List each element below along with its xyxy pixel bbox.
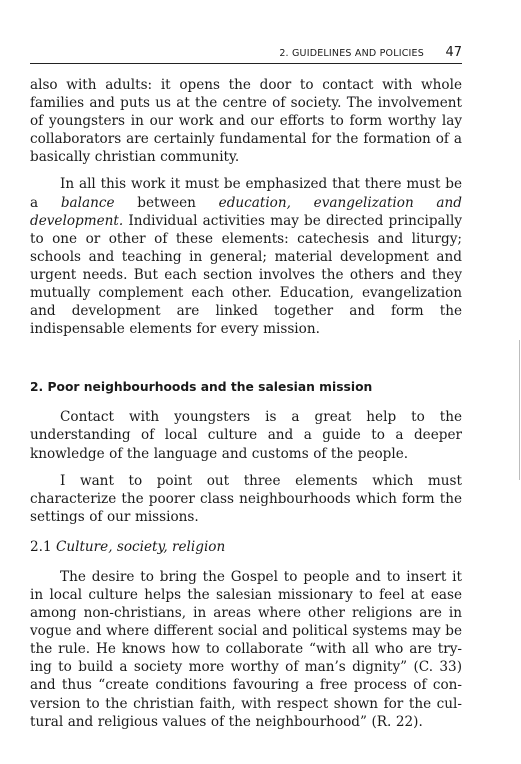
text-run: In all this work it must be emphasized that there must be a: [30, 176, 462, 211]
paragraph-5: [30, 568, 462, 731]
paragraph-1: [30, 76, 462, 166]
margin-rule: [519, 340, 520, 480]
running-header: [30, 45, 462, 64]
paragraph-4: [30, 472, 462, 526]
text-run: I want to point out three elements which must characterize the poorer class neighbourhoods which form the settings of our missions.: [30, 472, 462, 525]
emphasis-text: balance: [60, 194, 115, 211]
text-run: Contact with youngsters is a great help to the understanding of local culture and a guide to a deeper knowledge of the language and customs of the people.: [30, 409, 462, 462]
text-run: Individual activities may be directed principally to one or other of these elements: catechesis and liturgy; schools and teaching in general; material development and urgent needs. But each section involves the others and they mutually complement each other. Education, evangelization and development are linked together and form the indispensable elements for every mission.: [30, 212, 462, 338]
paragraph-3: [30, 408, 462, 462]
text-run: The desire to bring the Gospel to people and to insert it in local culture helps the salesian missionary to feel at ease among non-christians, in areas where other religions are in vogue and where different social and political systems may be the rule. He knows how to collaborate “with all who are trying to build a society more worthy of man’s dignity” (C. 33) and thus “create conditions favouring a free process of conversion to the christian faith, with respect shown for the cultural and religious values of the neighbourhood” (R. 22).: [30, 568, 462, 730]
section-heading: 2. Poor neighbourhoods and the salesian mission: [30, 380, 373, 395]
running-header-title: 2. GUIDELINES AND POLICIES: [279, 48, 424, 59]
body-text: [30, 76, 462, 731]
subsection-number: 2.1: [30, 538, 52, 555]
text-run: also with adults: it opens the door to contact with whole families and puts us at the centre of society. The involvement of youngsters in our work and our efforts to form worthy lay collaborators are certainly fundamental for the formation of a basically christian community.: [30, 77, 462, 166]
subsection-heading: [30, 538, 462, 556]
subsection-title: Culture, society, religion: [55, 538, 226, 555]
text-run: between: [114, 194, 219, 211]
paragraph-2: [30, 175, 462, 338]
page-number: 47: [445, 45, 462, 60]
emphasis-text: education, evangelization and development.: [30, 194, 462, 229]
